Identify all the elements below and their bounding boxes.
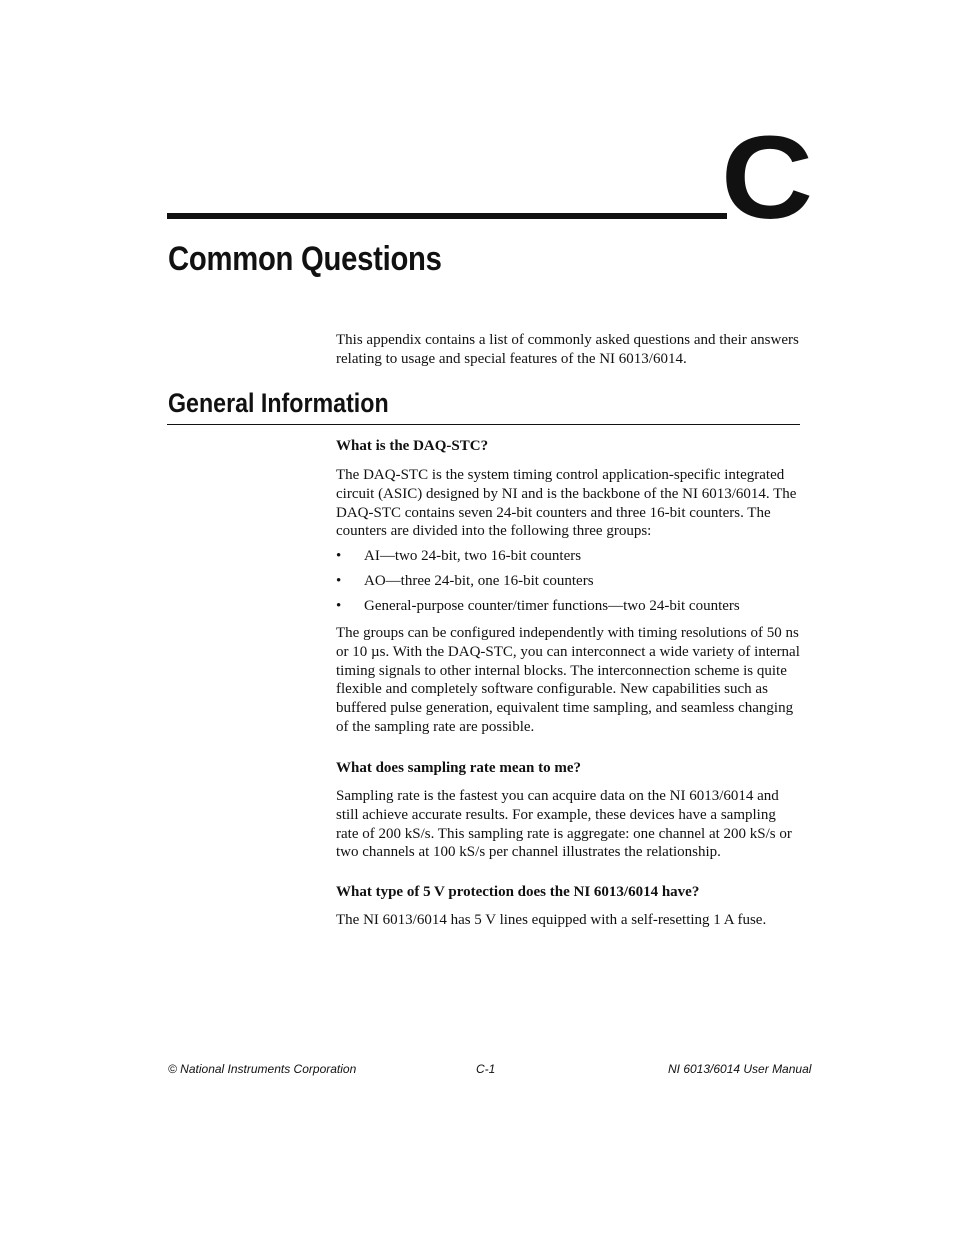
- list-item: [336, 572, 800, 597]
- answer-5v-protection: The NI 6013/6014 has 5 V lines equipped with a self-resetting 1 A fuse.: [336, 912, 767, 928]
- footer-page-number: C-1: [476, 1062, 496, 1076]
- intro-paragraph: This appendix contains a list of commonly asked questions and their answers relating to usage and special features of the NI 6013/6014.: [336, 332, 799, 367]
- question-5v-protection: What type of 5 V protection does the NI 6013/6014 have?: [336, 884, 700, 900]
- chapter-title: Common Questions: [168, 240, 442, 278]
- section-heading: General Information: [168, 388, 389, 418]
- bullet-mark: •: [336, 573, 342, 589]
- bullet-mark: •: [336, 548, 342, 564]
- bullet-mark: •: [336, 598, 342, 614]
- question-daq-stc: What is the DAQ-STC?: [336, 438, 489, 454]
- footer-manual-title: NI 6013/6014 User Manual: [668, 1062, 812, 1076]
- section-rule: [167, 424, 800, 425]
- list-item: [336, 597, 800, 622]
- footer-copyright: © National Instruments Corporation: [168, 1062, 357, 1076]
- list-item-text: AI—two 24-bit, two 16-bit counters: [364, 548, 582, 564]
- chapter-letter: C: [721, 112, 814, 244]
- answer-daq-stc: The DAQ-STC is the system timing control application-specific integrated circuit (ASIC) designed by NI and is the backbone of the NI 6013/6014. The DAQ-STC contains seven 24-bit counters and three 16-bit counters. The counters are divided into the following three groups:: [336, 467, 797, 540]
- question-sampling-rate: What does sampling rate mean to me?: [336, 760, 581, 776]
- list-item-text: General-purpose counter/timer functions—two 24-bit counters: [364, 598, 740, 614]
- answer-sampling-rate: Sampling rate is the fastest you can acquire data on the NI 6013/6014 and still achieve accurate results. For example, these devices have a sampling rate of 200 kS/s. This sampling rate is aggregate: one channel at 200 kS/s or two channels at 100 kS/s per channel illustrates the relationship.: [336, 788, 792, 861]
- list-item: [336, 547, 800, 572]
- answer-daq-stc-continued: The groups can be configured independently with timing resolutions of 50 ns or 10 µs. With the DAQ-STC, you can interconnect a wide variety of internal timing signals to other internal blocks. The interconnection scheme is quite flexible and completely software configurable. New capabilities such as buffered pulse generation, equivalent time sampling, and seamless changing of the sampling rate are possible.: [336, 625, 800, 735]
- list-item-text: AO—three 24-bit, one 16-bit counters: [364, 573, 594, 589]
- chapter-rule: [167, 213, 727, 219]
- counter-groups-list: [336, 547, 800, 622]
